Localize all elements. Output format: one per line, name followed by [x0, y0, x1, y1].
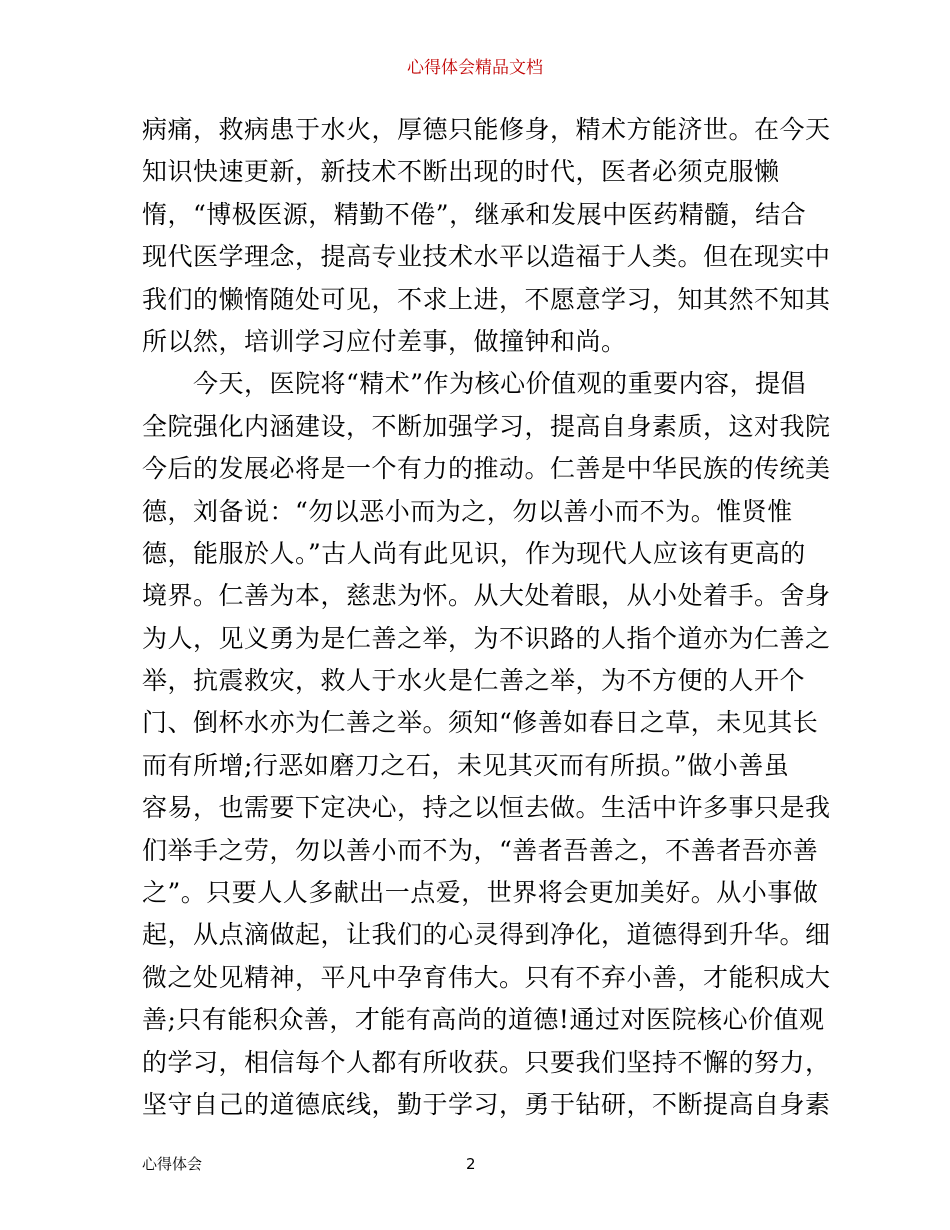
- page-number: 2: [466, 1155, 476, 1173]
- text-line: 起，从点滴做起，让我们的心灵得到净化，道德得到升华。细: [142, 920, 831, 950]
- text-line: 惰，“博极医源，精勤不倦”，继承和发展中医药精髓，结合: [142, 199, 807, 229]
- text-line: 的学习，相信每个人都有所收获。只要我们坚持不懈的努力，: [142, 1047, 831, 1077]
- text-line: 容易，也需要下定决心，持之以恒去做。生活中许多事只是我: [142, 793, 831, 823]
- text-line: 所以然，培训学习应付差事，做撞钟和尚。: [142, 326, 627, 356]
- text-line: 举，抗震救灾，救人于水火是仁善之举，为不方便的人开个: [142, 666, 806, 696]
- text-line: 现代医学理念，提高专业技术水平以造福于人类。但在现实中: [142, 242, 831, 272]
- body-text: [142, 109, 831, 1126]
- text-line: 德，能服於人。”古人尚有此见识，作为现代人应该有更高的: [142, 538, 806, 568]
- text-line: 全院强化内涵建设，不断加强学习，提高自身素质，这对我院: [142, 411, 831, 441]
- text-line: 今后的发展必将是一个有力的推动。仁善是中华民族的传统美: [142, 454, 831, 484]
- text-line: 为人，见义勇为是仁善之举，为不识路的人指个道亦为仁善之: [142, 623, 831, 653]
- text-line: 境界。仁善为本，慈悲为怀。从大处着眼，从小处着手。舍身: [142, 581, 831, 611]
- text-line: 德，刘备说：“勿以恶小而为之，勿以善小而不为。惟贤惟: [142, 496, 793, 526]
- text-line: 我们的懒惰随处可见，不求上进，不愿意学习，知其然不知其: [142, 284, 831, 314]
- footer-label: 心得体会: [142, 1155, 203, 1173]
- text-line: 之”。只要人人多献出一点爱，世界将会更加美好。从小事做: [142, 878, 819, 908]
- text-line: 善;只有能积众善，才能有高尚的道德!通过对医院核心价值观: [142, 1005, 825, 1035]
- page-footer: [0, 1152, 950, 1176]
- text-line: 今天，医院将“精术”作为核心价值观的重要内容，提倡: [142, 369, 807, 399]
- text-line: 微之处见精神，平凡中孕育伟大。只有不弃小善，才能积成大: [142, 962, 831, 992]
- text-line: 知识快速更新，新技术不断出现的时代，医者必须克服懒: [142, 157, 780, 187]
- text-line: 而有所增;行恶如磨刀之石，未见其灭而有所损。”做小善虽: [142, 750, 790, 780]
- text-line: 病痛，救病患于水火，厚德只能修身，精术方能济世。在今天: [142, 115, 831, 144]
- text-line: 们举手之劳，勿以善小而不为，“善者吾善之，不善者吾亦善: [142, 835, 819, 865]
- text-line: 坚守自己的道德底线，勤于学习，勇于钻研，不断提高自身素: [142, 1089, 831, 1119]
- text-line: 门、倒杯水亦为仁善之举。须知“修善如春日之草，未见其长: [142, 708, 819, 738]
- page-header-title: 心得体会精品文档: [407, 58, 543, 78]
